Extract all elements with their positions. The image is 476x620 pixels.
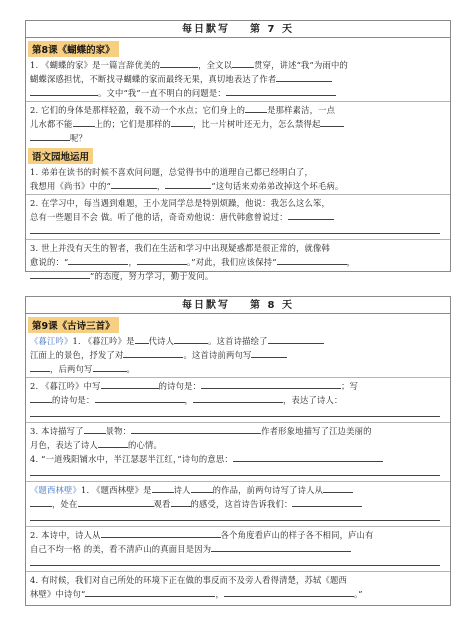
blank[interactable] [30, 131, 70, 141]
day8-p3: 3. 本诗描写了 景物： 作者形象地描写了江边美丽的 月色，表达了诗人 的心情。 [30, 426, 372, 450]
day8-p5: 《题西林壁》1. 《题西林壁》是 诗人 的作品，前两句诗写了诗人从 ，处在 观看 的感受，这首诗告诉我们： [26, 483, 450, 525]
day7-section2-label: 语文园地运用 [28, 148, 93, 164]
blank[interactable] [101, 528, 221, 538]
blank[interactable] [171, 497, 191, 507]
day7-q4: 2. 在学习中，每当遇到难题，王小龙同学总是特别烦躁，他说：我怎么这么笨， 总有一些题目不会 做。听了他的话，奇奇劝他说：唐代韩愈曾说过： [26, 196, 450, 238]
blank[interactable] [30, 407, 440, 417]
day7-title-bar [26, 21, 450, 38]
day8-p6: 2. 本诗中，诗人从 各个角度看庐山的样子各不相同，庐山有 自己不均一格 的美，看不清庐山的真面目是因为 [26, 528, 450, 570]
day8-day: 第 8 天 [250, 300, 294, 311]
blank[interactable] [98, 438, 128, 448]
blank[interactable] [211, 542, 351, 552]
divider [26, 526, 450, 527]
blank[interactable] [152, 483, 174, 493]
blank[interactable] [245, 103, 267, 113]
blank[interactable] [30, 224, 440, 234]
day8-p2: 2. 《暮江吟》中写 的诗句是： ；写 的诗句是： ， ，表达了诗人： [26, 379, 450, 421]
blank[interactable] [137, 255, 187, 265]
blank[interactable] [95, 393, 185, 403]
blank[interactable] [30, 466, 440, 476]
blank[interactable] [224, 587, 354, 597]
blank[interactable] [174, 334, 208, 344]
divider [26, 194, 450, 195]
blank[interactable] [30, 511, 440, 521]
divider [26, 481, 450, 482]
blank[interactable] [84, 424, 106, 434]
day8-p4: 4. “一道残阳铺水中，半江瑟瑟半江红，”诗句的意思： [26, 452, 450, 480]
blank[interactable] [201, 379, 341, 389]
divider [26, 101, 450, 102]
day7-q1: 1. 《蝴蝶的家》是一篇言辞优美的 ，全文以 贯穿，讲述“我”为雨中的 蝴蝶深感担忧，不断找寻蝴蝶的家而最终无果，真切地表达了作者 。文中“我”一直不明白的问题是： [30, 60, 348, 98]
day8-lesson-label: 第9课《古诗三首》 [28, 317, 119, 333]
blank[interactable] [30, 362, 50, 372]
blank[interactable] [111, 179, 157, 189]
divider [26, 571, 450, 572]
blank[interactable] [30, 269, 90, 279]
blank[interactable] [73, 117, 95, 127]
blank[interactable] [123, 348, 183, 358]
blank[interactable] [135, 334, 149, 344]
divider [26, 239, 450, 240]
blank[interactable] [160, 58, 198, 68]
poem-name-mujiangyin: 《暮江吟》 [30, 336, 73, 346]
day7-day: 第 7 天 [250, 24, 294, 35]
poem-name-tixilinbi: 《题西林壁》 [30, 485, 81, 495]
blank[interactable] [277, 255, 347, 265]
blank[interactable] [191, 483, 213, 493]
blank[interactable] [30, 393, 52, 403]
blank[interactable] [78, 497, 154, 507]
blank[interactable] [30, 556, 440, 566]
day7-card [25, 20, 451, 281]
blank[interactable] [68, 255, 128, 265]
blank[interactable] [193, 393, 283, 403]
blank[interactable] [232, 58, 254, 68]
blank[interactable] [251, 348, 287, 358]
day7-q3: 1. 弟弟在读书的时候不喜欢问问题，总觉得书中的道理自己都已经明白了， 我想用《尚书》中的“ ， ”这句话来劝弟弟改掉这个坏毛病。 [30, 167, 344, 191]
day7-q2: 2. 它们的身体是那样轻盈，载不动一个水点；它们身上的 是那样素洁，一点 儿水都不能 上的；它们是那样的 ，比一片树叶还无力，怎么禁得起 呢？ [26, 103, 450, 145]
blank[interactable] [320, 117, 344, 127]
blank[interactable] [233, 452, 383, 462]
blank[interactable] [101, 379, 159, 389]
day8-card [25, 296, 451, 606]
divider [26, 377, 450, 378]
day8-title-bar [26, 297, 450, 314]
blank[interactable] [288, 210, 334, 220]
blank[interactable] [30, 497, 52, 507]
blank[interactable] [165, 179, 211, 189]
blank[interactable] [323, 483, 353, 493]
blank[interactable] [171, 117, 193, 127]
day8-title: 每日默写 [182, 300, 231, 311]
divider [26, 422, 450, 423]
blank[interactable] [30, 86, 98, 96]
blank[interactable] [85, 587, 215, 597]
blank[interactable] [268, 334, 324, 344]
blank[interactable] [131, 424, 261, 434]
day8-p1: 《暮江吟》1. 《暮江吟》是 代诗人 。这首诗描绘了 江面上的景色，抒发了对 。这首诗前两句写 ，后两句写 。 [26, 334, 450, 376]
blank[interactable] [276, 72, 332, 82]
blank[interactable] [292, 497, 362, 507]
blank[interactable] [93, 362, 127, 372]
day8-p7: 4. 有时候，我们对自己所处的环境下正在做的事反而不及旁人看得清楚，苏轼《题西 林壁》中诗句“ ， 。” [30, 575, 363, 599]
day7-title: 每日默写 [182, 24, 231, 35]
day7-q5: 3. 世上并没有天生的智者，我们在生活和学习中出现疑惑都是很正常的，就像韩 愈说的：“ ， 。”对此，我们应该保持“ ， ”的态度，努力学习，勤于发问。 [30, 243, 356, 281]
blank[interactable] [226, 86, 336, 96]
day7-lesson-label: 第8课《蝴蝶的家》 [28, 41, 119, 57]
